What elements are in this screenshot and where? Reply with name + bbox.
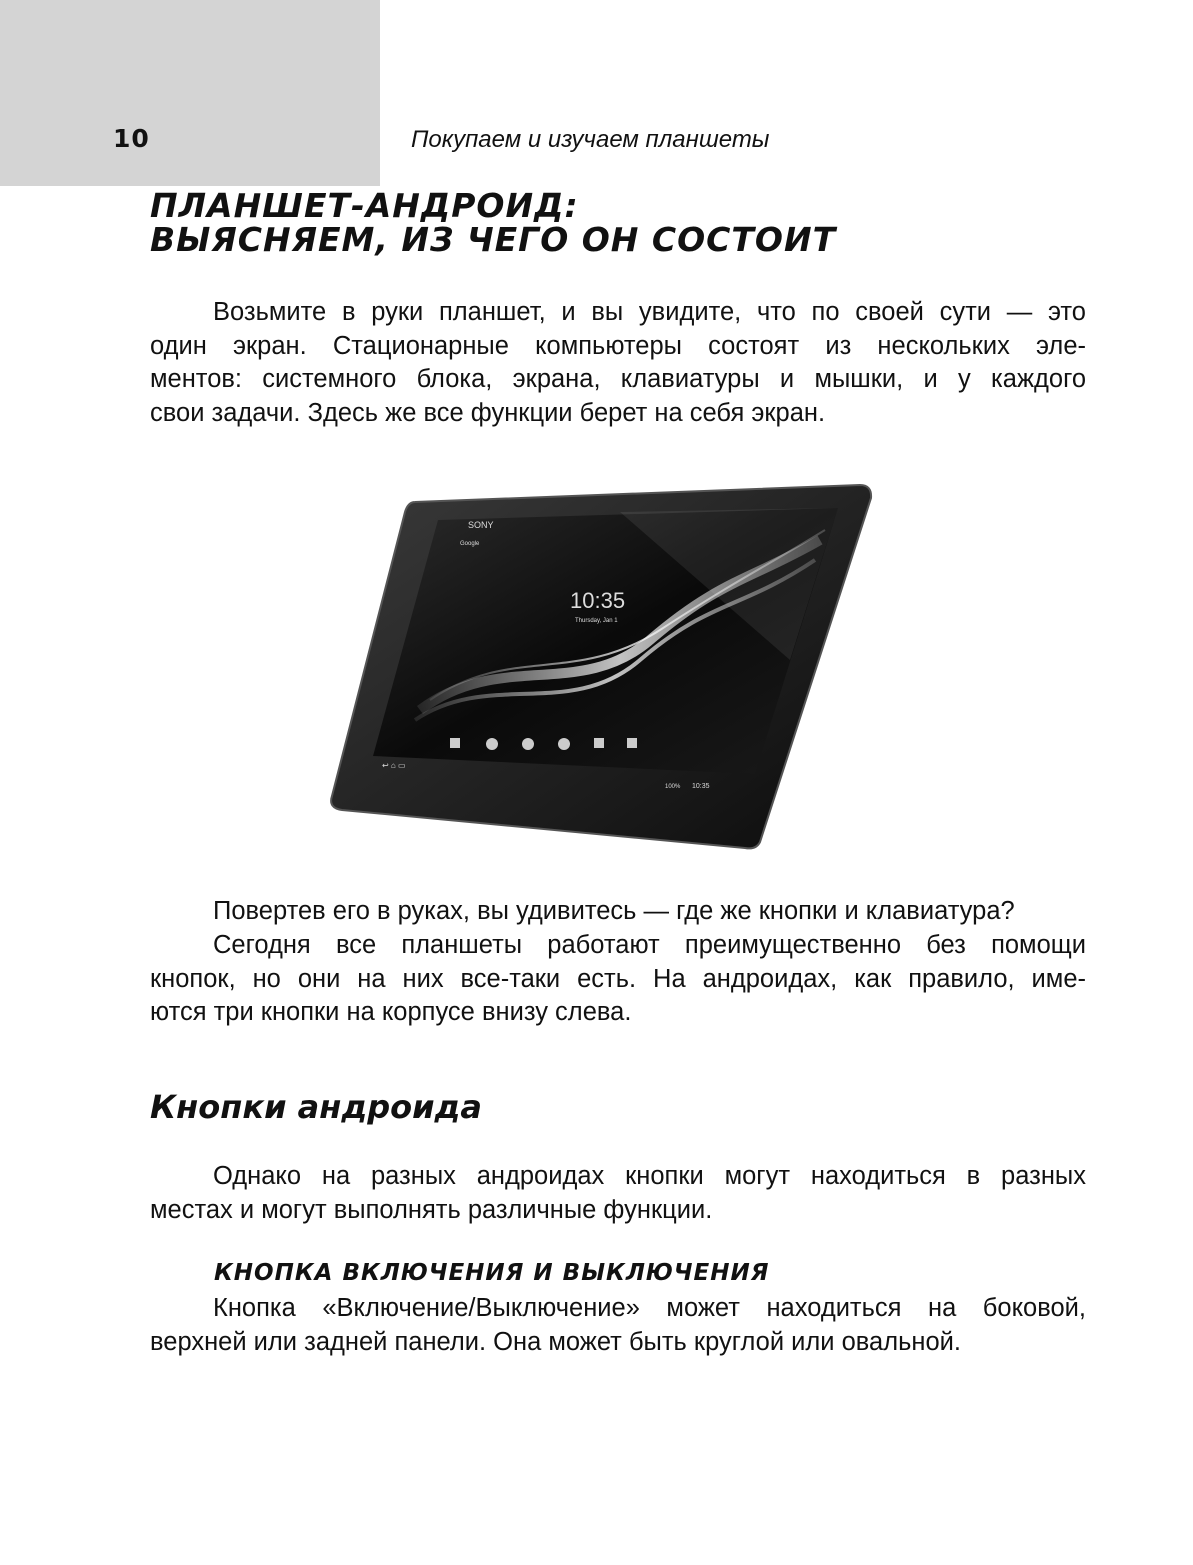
intro-line-1: Возьмите в руки планшет, и вы увидите, что по своей сути — это xyxy=(213,298,1086,326)
buttons-exist-line-1: Сегодня все планшеты работают преимущественно без помощи xyxy=(213,931,1086,959)
header-gray-block xyxy=(0,0,380,186)
status-battery: 100% xyxy=(665,784,681,790)
home-date: Thursday, Jan 1 xyxy=(575,618,618,624)
section-line-1: Однако на разных андроидах кнопки могут находиться в разных xyxy=(213,1162,1086,1190)
section-paragraph xyxy=(150,1160,1086,1227)
dock-icon-store xyxy=(594,738,604,748)
intro-line-4: свои задачи. Здесь же все функции берет на себя экран. xyxy=(150,398,826,427)
paragraph-question xyxy=(150,895,1086,929)
running-header: Покупаем и изучаем планшеты xyxy=(411,126,770,153)
nav-back-icon: ↩ ⌂ ▭ xyxy=(382,761,406,770)
question-line: Повертев его в руках, вы удивитесь — где же кнопки и клавиатура? xyxy=(213,897,1015,925)
subsection-title: КНОПКА ВКЛЮЧЕНИЯ И ВЫКЛЮЧЕНИЯ xyxy=(214,1260,770,1286)
intro-line-2: один экран. Стационарные компьютеры состоят из нескольких эле- xyxy=(150,331,1086,360)
buttons-exist-line-2: кнопок, но они на них все-таки есть. На андроидах, как правило, име- xyxy=(150,964,1086,993)
subsection-line-1: Кнопка «Включение/Выключение» может находиться на боковой, xyxy=(213,1294,1086,1322)
intro-line-3: ментов: системного блока, экрана, клавиатуры и мышки, и у каждого xyxy=(150,365,1086,393)
subsection-paragraph xyxy=(150,1292,1086,1359)
buttons-exist-line-3: ются три кнопки на корпусе внизу слева. xyxy=(150,998,632,1026)
dock-icon-music xyxy=(486,738,498,750)
google-search-label: Google xyxy=(460,541,480,547)
tablet-figure xyxy=(320,470,880,855)
brand-label: SONY xyxy=(468,520,494,530)
tablet-image xyxy=(320,470,880,855)
dock-icon-browser xyxy=(558,738,570,750)
dock-icon-play xyxy=(627,738,637,748)
home-clock: 10:35 xyxy=(570,588,626,613)
section-line-2: местах и могут выполнять различные функции. xyxy=(150,1195,713,1224)
page-number: 10 xyxy=(113,124,150,153)
dock-icon-gallery xyxy=(450,738,460,748)
status-time: 10:35 xyxy=(692,783,710,790)
dock-icon-video xyxy=(522,738,534,750)
chapter-title-line-1: ПЛАНШЕТ-АНДРОИД: xyxy=(150,186,579,225)
subsection-line-2: верхней или задней панели. Она может быть круглой или овальной. xyxy=(150,1327,961,1356)
intro-paragraph xyxy=(150,296,1086,430)
chapter-title xyxy=(150,186,837,259)
paragraph-buttons-exist xyxy=(150,929,1086,1030)
section-title: Кнопки андроида xyxy=(150,1088,482,1126)
chapter-title-line-2: ВЫЯСНЯЕМ, ИЗ ЧЕГО ОН СОСТОИТ xyxy=(150,220,837,259)
